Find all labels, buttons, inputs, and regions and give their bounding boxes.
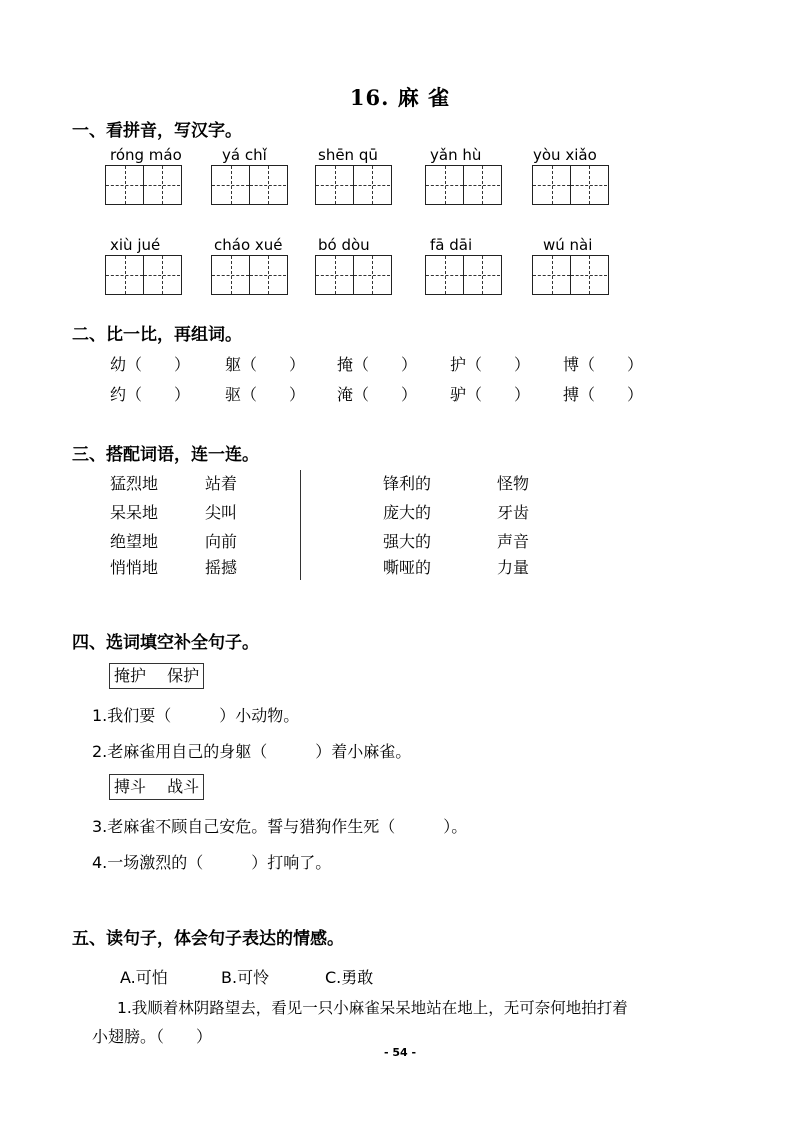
match-word[interactable]: 猛烈地 [110, 474, 159, 493]
writing-grid[interactable] [105, 255, 182, 295]
section-heading-3: 三、搭配词语，连一连。 [72, 445, 259, 465]
emotion-question-line: 1.我顺着林阴路望去，看见一只小麻雀呆呆地站在地上，无可奈何地拍打着 [117, 999, 628, 1017]
column-divider [300, 470, 301, 580]
match-word[interactable]: 摇撼 [205, 558, 238, 577]
section-heading-1: 一、看拼音，写汉字。 [72, 121, 242, 141]
match-word[interactable]: 庞大的 [383, 503, 432, 522]
match-word[interactable]: 嘶哑的 [383, 558, 432, 577]
writing-grid[interactable] [425, 165, 502, 205]
match-word[interactable]: 锋利的 [383, 474, 432, 493]
writing-grid[interactable] [211, 255, 288, 295]
emotion-option[interactable]: B.可怜 [221, 968, 270, 987]
compare-item[interactable]: 驱（ ） [225, 385, 306, 404]
match-word[interactable]: 力量 [497, 558, 530, 577]
word-choice-box: 搏斗 战斗 [109, 774, 204, 800]
match-word[interactable]: 向前 [205, 532, 238, 551]
match-word[interactable]: 绝望地 [110, 532, 159, 551]
match-word[interactable]: 怪物 [497, 474, 530, 493]
compare-item[interactable]: 护（ ） [450, 355, 531, 374]
page-number: - 54 - [383, 1046, 417, 1059]
match-word[interactable]: 悄悄地 [110, 558, 159, 577]
fill-question[interactable]: 4.一场激烈的（ ）打响了。 [92, 853, 332, 872]
compare-item[interactable]: 约（ ） [110, 385, 191, 404]
writing-grid[interactable] [532, 165, 609, 205]
page-title: 16. 麻 雀 [349, 85, 451, 110]
pinyin-label: wú nài [543, 236, 593, 254]
word-choice-box: 掩护 保护 [109, 663, 204, 689]
pinyin-label: yá chǐ [222, 146, 267, 164]
writing-grid[interactable] [532, 255, 609, 295]
pinyin-label: róng máo [110, 146, 182, 164]
compare-item[interactable]: 搏（ ） [563, 385, 644, 404]
match-word[interactable]: 站着 [205, 474, 238, 493]
emotion-question-line[interactable]: 小翅膀。（ ） [92, 1027, 213, 1046]
match-word[interactable]: 呆呆地 [110, 503, 159, 522]
writing-grid[interactable] [211, 165, 288, 205]
compare-item[interactable]: 掩（ ） [337, 355, 418, 374]
pinyin-label: fā dāi [430, 236, 473, 254]
pinyin-label: shēn qū [318, 146, 378, 164]
compare-item[interactable]: 幼（ ） [110, 355, 191, 374]
fill-question[interactable]: 3.老麻雀不顾自己安危。誓与猎狗作生死（ ）。 [92, 817, 468, 836]
pinyin-label: yòu xiǎo [533, 146, 597, 164]
fill-question[interactable]: 1.我们要（ ）小动物。 [92, 706, 300, 725]
match-word[interactable]: 声音 [497, 532, 530, 551]
compare-item[interactable]: 躯（ ） [225, 355, 306, 374]
section-heading-5: 五、读句子，体会句子表达的情感。 [72, 929, 344, 949]
compare-item[interactable]: 淹（ ） [337, 385, 418, 404]
match-word[interactable]: 强大的 [383, 532, 432, 551]
pinyin-label: cháo xué [214, 236, 283, 254]
pinyin-label: bó dòu [318, 236, 370, 254]
match-word[interactable]: 尖叫 [205, 503, 238, 522]
writing-grid[interactable] [315, 165, 392, 205]
compare-item[interactable]: 驴（ ） [450, 385, 531, 404]
fill-question[interactable]: 2.老麻雀用自己的身躯（ ）着小麻雀。 [92, 742, 412, 761]
compare-item[interactable]: 博（ ） [563, 355, 644, 374]
writing-grid[interactable] [315, 255, 392, 295]
pinyin-label: xiù jué [110, 236, 161, 254]
writing-grid[interactable] [425, 255, 502, 295]
emotion-option[interactable]: A.可怕 [120, 968, 168, 987]
emotion-option[interactable]: C.勇敢 [325, 968, 374, 987]
section-heading-2: 二、比一比，再组词。 [72, 325, 242, 345]
pinyin-label: yǎn hù [430, 146, 482, 164]
section-heading-4: 四、选词填空补全句子。 [72, 633, 259, 653]
match-word[interactable]: 牙齿 [497, 503, 530, 522]
writing-grid[interactable] [105, 165, 182, 205]
